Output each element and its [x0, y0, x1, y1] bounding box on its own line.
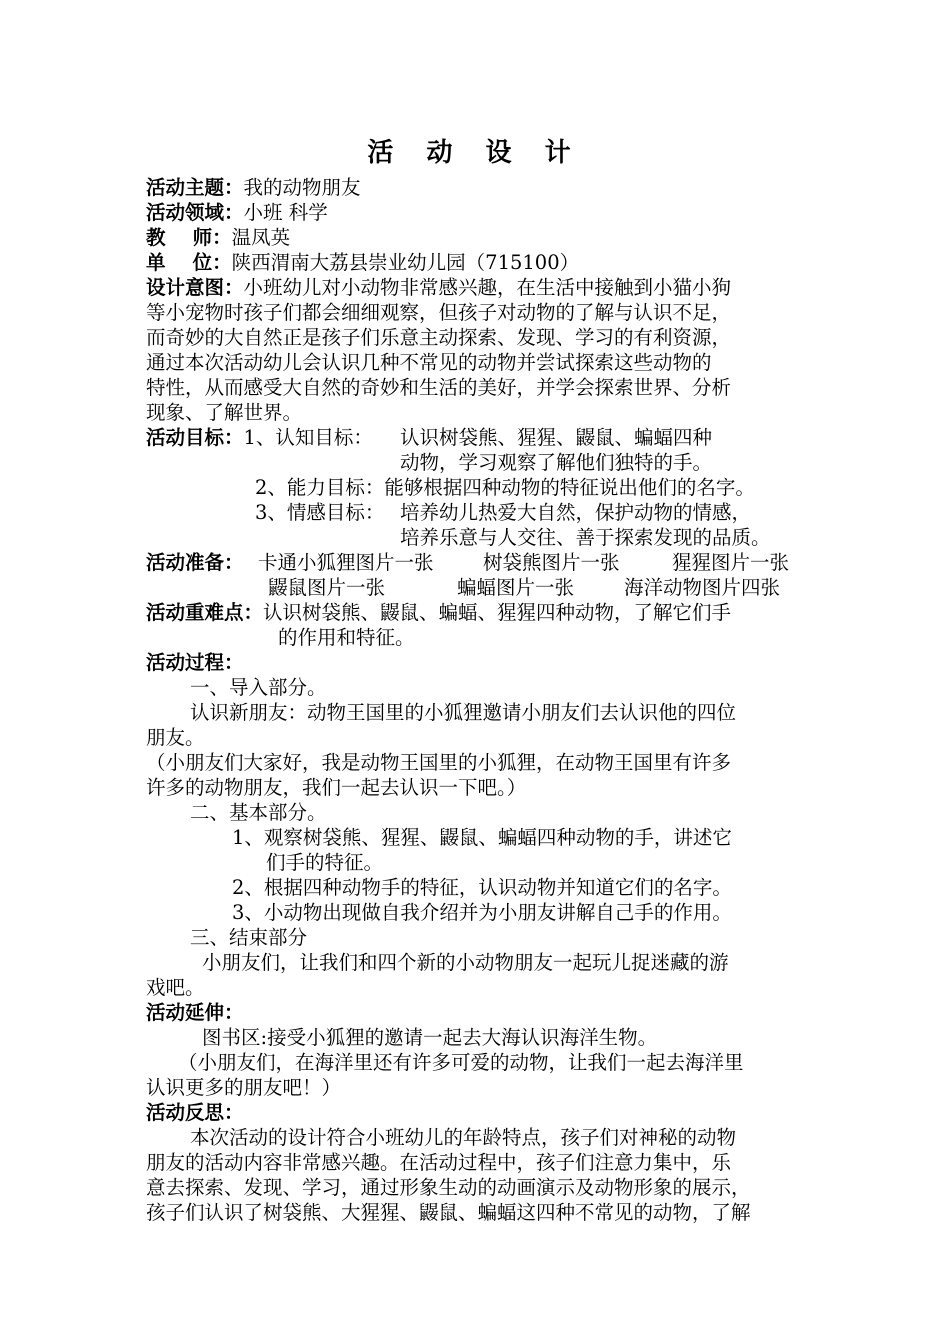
process-line: 们手的特征。	[266, 851, 384, 874]
reflection-row	[146, 1101, 836, 1125]
teacher-row	[146, 226, 836, 250]
process-line: 2、根据四种动物手的特征，认识动物并知道它们的名字。	[232, 876, 732, 899]
keypoints-line: 的作用和特征。	[278, 626, 415, 649]
goal-emotion-prefix: 3、情感目标：	[255, 501, 385, 524]
prep-item: 海洋动物图片四张	[624, 576, 781, 599]
teacher-value: 温凤英	[231, 226, 291, 249]
goal-cognitive-line: 动物，学习观察了解他们独特的手。	[400, 451, 713, 474]
process-line: 许多的动物朋友，我们一起去认识一下吧。）	[146, 776, 527, 799]
goal-cognitive-line: 认识树袋熊、猩猩、鼹鼠、蝙蝠四种	[400, 426, 713, 449]
process-row	[146, 651, 836, 675]
process-line: 3、小动物出现做自我介绍并为小朋友讲解自己手的作用。	[232, 901, 732, 924]
domain-row	[146, 201, 836, 225]
goal-emotion-line: 培养乐意与人交往、善于探索发现的品质。	[400, 526, 771, 549]
reflection-line: 意去探索、发现、学习，通过形象生动的动画演示及动物形象的展示，	[146, 1176, 751, 1199]
unit-row	[146, 251, 836, 275]
extension-row	[146, 1001, 836, 1025]
prep-item: 猩猩图片一张	[672, 551, 790, 574]
extension-line: （小朋友们，在海洋里还有许多可爱的动物，让我们一起去海洋里	[178, 1051, 744, 1074]
goals-label: 活动目标：	[146, 426, 244, 449]
intent-label: 设计意图：	[146, 276, 244, 299]
extension-line: 认识更多的朋友吧！）	[146, 1076, 342, 1099]
domain-label: 活动领域：	[146, 201, 244, 224]
intent-line: 等小宠物时孩子们都会细细观察，但孩子对动物的了解与认识不足，	[146, 301, 732, 324]
process-line: 三、结束部分	[190, 926, 308, 949]
prep-item: 树袋熊图片一张	[483, 551, 620, 574]
reflection-line: 朋友的活动内容非常感兴趣。在活动过程中，孩子们注意力集中，乐	[146, 1151, 732, 1174]
unit-value: 陕西渭南大荔县崇业幼儿园（715100）	[231, 251, 580, 274]
intent-row	[146, 276, 836, 300]
reflection-line: 本次活动的设计符合小班幼儿的年龄特点，孩子们对神秘的动物	[190, 1126, 737, 1149]
keypoints-line: 认识树袋熊、鼹鼠、蝙蝠、猩猩四种动物，了解它们手	[263, 601, 732, 624]
teacher-label: 教 师：	[146, 226, 232, 249]
document-title: 活 动 设 计	[367, 138, 583, 168]
theme-value: 我的动物朋友	[243, 176, 361, 199]
process-line: 小朋友们，让我们和四个新的小动物朋友一起玩儿捉迷藏的游	[202, 951, 729, 974]
process-line: 二、基本部分。	[190, 801, 327, 824]
prep-item: 鼹鼠图片一张	[268, 576, 386, 599]
goal-cognitive-prefix: 1、认知目标：	[243, 426, 373, 449]
keypoints-row	[146, 601, 836, 625]
intent-line: 通过本次活动幼儿会认识几种不常见的动物并尝试探索这些动物的	[146, 351, 712, 374]
prep-item: 蝙蝠图片一张	[457, 576, 575, 599]
reflection-line: 孩子们认识了树袋熊、大猩猩、鼹鼠、蝙蝠这四种不常见的动物，了解	[146, 1201, 751, 1224]
intent-line: 而奇妙的大自然正是孩子们乐意主动探索、发现、学习的有利资源，	[146, 326, 732, 349]
process-line: 戏吧。	[146, 976, 205, 999]
process-line: （小朋友们大家好，我是动物王国里的小狐狸，在动物王国里有许多	[146, 751, 732, 774]
keypoints-label: 活动重难点：	[146, 601, 264, 624]
intent-line: 现象、了解世界。	[146, 401, 303, 424]
process-line: 1、观察树袋熊、猩猩、鼹鼠、蝙蝠四种动物的手，讲述它	[232, 826, 732, 849]
process-line: 朋友。	[146, 726, 205, 749]
goal-ability: 2、能力目标：能够根据四种动物的特征说出他们的名字。	[255, 476, 755, 499]
process-line: 认识新朋友：动物王国里的小狐狸邀请小朋友们去认识他的四位	[190, 701, 737, 724]
prep-item: 卡通小狐狸图片一张	[258, 551, 434, 574]
prep-label: 活动准备：	[146, 551, 244, 574]
process-label: 活动过程：	[146, 651, 244, 674]
goal-emotion-line: 培养幼儿热爱大自然，保护动物的情感，	[400, 501, 752, 524]
extension-line: 图书区:接受小狐狸的邀请一起去大海认识海洋生物。	[202, 1026, 658, 1049]
process-line: 一、导入部分。	[190, 676, 327, 699]
intent-line: 小班幼儿对小动物非常感兴趣，在生活中接触到小猫小狗	[243, 276, 732, 299]
theme-label: 活动主题：	[146, 176, 244, 199]
theme-row	[146, 176, 836, 200]
extension-label: 活动延伸：	[146, 1001, 244, 1024]
intent-line: 特性，从而感受大自然的奇妙和生活的美好，并学会探索世界、分析	[146, 376, 732, 399]
reflection-label: 活动反思：	[146, 1101, 244, 1124]
unit-label: 单 位：	[146, 251, 232, 274]
domain-value: 小班 科学	[243, 201, 328, 224]
